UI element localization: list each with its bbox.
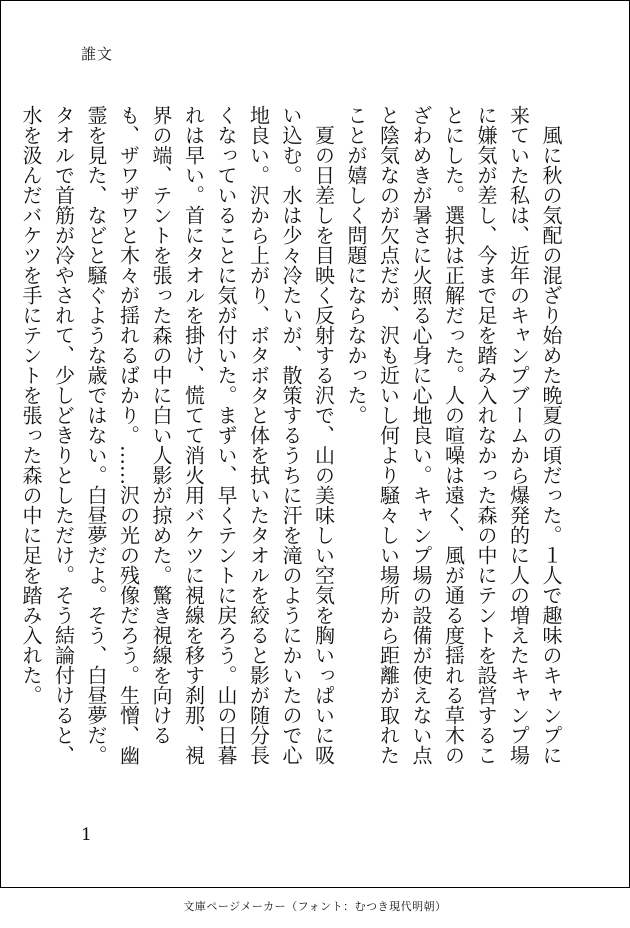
paragraph-2: 夏の日差しを目映く反射する沢で、山の美味しい空気を胸いっぱいに吸い込む。水は少々冷たいが、散策するうちに汗を滝のようにかいたので心地良い。沢から上がり、ボタボタと体を拭いたタオルを絞ると影が随分長くなっていることに気が付いた。まずい、早くテントに戻ろう。山の日暮れは早い。首にタオルを掛け、慌てて消火用バケツに視線を移す刹那、視界の端、テントを張った森の中に白い人影が掠めた。驚き視線を向けるも、ザワザワと木々が揺れるばかり。……沢の光の残像だろう。生憎、幽霊を見た、などと騒ぐような歳ではない。白昼夢だよ。そう、白昼夢だ。タオルで首筋が冷やされて、少しどきりとしただけ。そう結論付けると、水を汲んだバケツを手にテントを張った森の中に足を踏み入れた。 bbox=[19, 105, 336, 765]
page-number: 1 bbox=[81, 825, 92, 845]
paragraph-1: 風に秋の気配の混ざり始めた晩夏の頃だった。１人で趣味のキャンプに来ていた私は、近年のキャンプブームから爆発的に人の増えたキャンプ場に嫌気が差し、今まで足を踏み入れなかった森の中にテントを設営することにした。選択は正解だった。人の喧噪は遠く、風が通る度揺れる草木のざわめきが暑さに火照る心身に心地良い。キャンプ場の設備が使えない点と陰気なのが欠点だが、沢も近いし何より騒々しい場所から距離が取れたことが嬉しく問題にならなかった。 bbox=[344, 105, 563, 765]
header-title: 誰文 bbox=[81, 45, 114, 63]
vertical-body-text bbox=[15, 105, 568, 765]
footer-caption: 文庫ページメーカー（フォント：むつき現代明朝） bbox=[183, 900, 447, 913]
